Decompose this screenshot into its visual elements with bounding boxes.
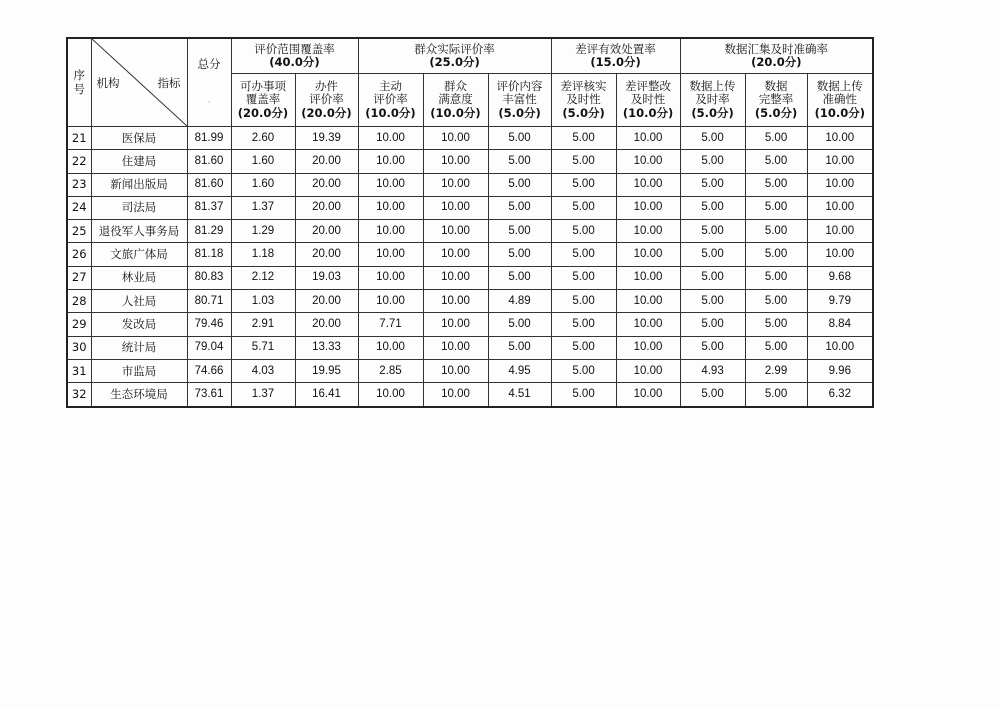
- score-cell: 20.00: [295, 220, 358, 243]
- score-cell: 19.39: [295, 127, 358, 150]
- table-row: [67, 383, 873, 407]
- score-cell: 10.00: [423, 150, 488, 173]
- score-cell: 1.37: [231, 196, 295, 219]
- subindicator-label: 满意度: [438, 92, 473, 107]
- score-cell: 10.00: [358, 173, 423, 196]
- score-cell: 5.00: [745, 220, 807, 243]
- subindicator-score: (10.0分): [814, 105, 865, 120]
- score-cell: 4.93: [680, 359, 745, 382]
- seq-cell: 29: [67, 313, 91, 336]
- score-cell: 6.32: [807, 383, 873, 407]
- score-cell: 9.96: [807, 359, 873, 382]
- org-cell: 生态环境局: [91, 383, 187, 407]
- score-cell: 7.71: [358, 313, 423, 336]
- seq-cell: 27: [67, 266, 91, 289]
- total-cell: 80.83: [187, 266, 231, 289]
- score-cell: 5.00: [551, 196, 616, 219]
- seq-cell: 32: [67, 383, 91, 407]
- subindicator-label: 群众: [444, 79, 467, 94]
- score-cell: 1.60: [231, 173, 295, 196]
- score-cell: 10.00: [423, 383, 488, 407]
- group-title: 差评有效处置率: [575, 41, 656, 56]
- subindicator-label: 丰富性: [502, 92, 537, 107]
- score-cell: 20.00: [295, 313, 358, 336]
- score-cell: 10.00: [807, 196, 873, 219]
- subindicator-label: 可办事项: [240, 79, 286, 94]
- score-cell: 5.00: [745, 313, 807, 336]
- score-cell: 4.51: [488, 383, 551, 407]
- score-cell: 10.00: [807, 173, 873, 196]
- score-cell: 5.00: [488, 266, 551, 289]
- table-row: [67, 290, 873, 313]
- seq-header-label: 序 号: [73, 68, 85, 96]
- org-cell: 文旅广体局: [91, 243, 187, 266]
- score-cell: 10.00: [616, 150, 680, 173]
- score-cell: 10.00: [616, 290, 680, 313]
- score-cell: 2.60: [231, 127, 295, 150]
- score-cell: 1.60: [231, 150, 295, 173]
- score-cell: 10.00: [616, 359, 680, 382]
- score-cell: 1.03: [231, 290, 295, 313]
- org-cell: 医保局: [91, 127, 187, 150]
- subindicator-score: (10.0分): [365, 105, 416, 120]
- total-cell: 79.04: [187, 336, 231, 359]
- score-cell: 5.00: [745, 243, 807, 266]
- subindicator-header: [488, 74, 551, 127]
- score-cell: 5.00: [745, 336, 807, 359]
- subindicator-score: (20.0分): [237, 105, 289, 120]
- subindicator-label: 数据上传: [689, 79, 736, 94]
- score-cell: 5.71: [231, 336, 295, 359]
- score-cell: 20.00: [295, 196, 358, 219]
- group-score: (20.0分): [751, 55, 802, 69]
- org-cell: 统计局: [91, 336, 187, 359]
- org-cell: 新闻出版局: [91, 173, 187, 196]
- score-cell: 10.00: [358, 220, 423, 243]
- total-cell: 73.61: [187, 383, 231, 407]
- score-cell: 5.00: [551, 243, 616, 266]
- score-cell: 5.00: [488, 196, 551, 219]
- subindicator-label: 覆盖率: [245, 92, 281, 107]
- score-cell: 5.00: [488, 127, 551, 150]
- score-cell: 10.00: [807, 150, 873, 173]
- score-cell: 5.00: [551, 150, 616, 173]
- table-row: [67, 127, 873, 150]
- score-cell: 10.00: [423, 336, 488, 359]
- score-cell: 5.00: [680, 127, 745, 150]
- subindicator-label: 评价率: [373, 92, 408, 107]
- score-cell: 2.91: [231, 313, 295, 336]
- seq-cell: 28: [67, 290, 91, 313]
- score-cell: 4.95: [488, 359, 551, 382]
- score-cell: 5.00: [488, 313, 551, 336]
- score-cell: 5.00: [488, 336, 551, 359]
- subindicator-header: [231, 74, 295, 127]
- org-cell: 市监局: [91, 359, 187, 382]
- org-cell: 发改局: [91, 313, 187, 336]
- total-header-label: 总分: [197, 57, 221, 72]
- score-cell: 10.00: [616, 266, 680, 289]
- score-cell: 19.03: [295, 266, 358, 289]
- score-cell: 10.00: [616, 336, 680, 359]
- score-cell: 10.00: [807, 336, 873, 359]
- score-cell: 20.00: [295, 150, 358, 173]
- score-cell: 5.00: [680, 150, 745, 173]
- score-cell: 10.00: [423, 220, 488, 243]
- seq-cell: 24: [67, 196, 91, 219]
- subindicator-score: (5.0分): [691, 105, 734, 120]
- subindicator-label: 差评整改: [625, 79, 672, 94]
- seq-cell: 31: [67, 359, 91, 382]
- score-cell: 10.00: [358, 243, 423, 266]
- seq-header: [67, 38, 91, 127]
- subindicator-label: 数据上传: [816, 79, 863, 94]
- score-cell: 5.00: [551, 336, 616, 359]
- score-cell: 5.00: [680, 336, 745, 359]
- org-cell: 林业局: [91, 266, 187, 289]
- subindicator-label: 主动: [379, 79, 402, 94]
- score-cell: 10.00: [423, 290, 488, 313]
- seq-cell: 23: [67, 173, 91, 196]
- subindicator-score: (5.0分): [562, 105, 605, 120]
- group-header-public-rating: [358, 38, 551, 74]
- subindicator-label: 完整率: [758, 92, 794, 107]
- score-cell: 10.00: [616, 383, 680, 407]
- score-cell: 5.00: [551, 173, 616, 196]
- subindicator-label: 评价内容: [496, 79, 543, 94]
- score-cell: 10.00: [616, 127, 680, 150]
- subindicator-score: (5.0分): [754, 105, 798, 120]
- group-header-negative-handling: [551, 38, 680, 74]
- score-cell: 4.03: [231, 359, 295, 382]
- org-header-label: 机构: [96, 76, 120, 90]
- score-cell: 10.00: [423, 196, 488, 219]
- group-header-coverage: [231, 38, 358, 74]
- table-body: [67, 127, 873, 407]
- score-cell: 10.00: [616, 313, 680, 336]
- score-cell: 5.00: [745, 383, 807, 407]
- score-cell: 10.00: [807, 220, 873, 243]
- score-cell: 10.00: [358, 266, 423, 289]
- score-cell: 10.00: [423, 243, 488, 266]
- score-cell: 5.00: [551, 313, 616, 336]
- org-cell: 司法局: [91, 196, 187, 219]
- score-cell: 10.00: [423, 173, 488, 196]
- header-row-groups: [67, 38, 873, 74]
- score-cell: 5.00: [680, 290, 745, 313]
- seq-cell: 25: [67, 220, 91, 243]
- seq-cell: 22: [67, 150, 91, 173]
- total-cell: 79.46: [187, 313, 231, 336]
- table-row: [67, 150, 873, 173]
- table-row: [67, 196, 873, 219]
- score-cell: 10.00: [807, 243, 873, 266]
- score-cell: 10.00: [423, 359, 488, 382]
- total-cell: 81.60: [187, 150, 231, 173]
- group-header-data-accuracy: [680, 38, 873, 74]
- score-cell: 5.00: [488, 150, 551, 173]
- total-cell: 74.66: [187, 359, 231, 382]
- table-row: [67, 336, 873, 359]
- score-cell: 10.00: [358, 336, 423, 359]
- total-cell: 81.29: [187, 220, 231, 243]
- indicator-header-label: 指标: [157, 76, 181, 90]
- subindicator-score: (10.0分): [430, 105, 481, 120]
- score-cell: 5.00: [488, 243, 551, 266]
- score-cell: 8.84: [807, 313, 873, 336]
- subindicator-header: [295, 74, 358, 127]
- score-cell: 5.00: [745, 290, 807, 313]
- score-cell: 10.00: [616, 243, 680, 266]
- score-cell: 9.79: [807, 290, 873, 313]
- subindicator-label: 及时率: [695, 92, 730, 107]
- total-cell: 81.18: [187, 243, 231, 266]
- score-cell: 20.00: [295, 243, 358, 266]
- seq-cell: 26: [67, 243, 91, 266]
- subindicator-header: [680, 74, 745, 127]
- subindicator-label: 评价率: [309, 92, 344, 107]
- score-cell: 2.99: [745, 359, 807, 382]
- score-cell: 10.00: [423, 266, 488, 289]
- subindicator-label: 准确性: [822, 92, 858, 107]
- subindicator-label: 及时性: [566, 92, 601, 107]
- score-cell: 1.37: [231, 383, 295, 407]
- score-cell: 5.00: [680, 220, 745, 243]
- score-cell: 10.00: [358, 196, 423, 219]
- score-cell: 5.00: [551, 220, 616, 243]
- score-cell: 13.33: [295, 336, 358, 359]
- total-cell: 81.37: [187, 196, 231, 219]
- group-score: (40.0分): [269, 55, 320, 69]
- score-cell: 10.00: [358, 383, 423, 407]
- score-cell: 5.00: [680, 266, 745, 289]
- score-cell: 16.41: [295, 383, 358, 407]
- group-title: 评价范围覆盖率: [254, 41, 335, 56]
- score-cell: 5.00: [745, 127, 807, 150]
- table-header: [67, 38, 873, 127]
- subindicator-header: [358, 74, 423, 127]
- evaluation-score-table: [66, 37, 874, 408]
- score-cell: 19.95: [295, 359, 358, 382]
- subindicator-header: [745, 74, 807, 127]
- score-cell: 20.00: [295, 290, 358, 313]
- subindicator-score: (20.0分): [301, 105, 352, 120]
- subindicator-label: 办件: [315, 79, 338, 94]
- score-cell: 10.00: [358, 150, 423, 173]
- score-cell: 5.00: [680, 383, 745, 407]
- table-row: [67, 220, 873, 243]
- group-title: 数据汇集及时准确率: [724, 41, 829, 56]
- seq-cell: 21: [67, 127, 91, 150]
- score-cell: 5.00: [680, 243, 745, 266]
- score-cell: 10.00: [358, 127, 423, 150]
- score-cell: 5.00: [551, 290, 616, 313]
- score-cell: 10.00: [616, 196, 680, 219]
- score-cell: 5.00: [745, 150, 807, 173]
- score-cell: 2.12: [231, 266, 295, 289]
- total-cell: 81.60: [187, 173, 231, 196]
- subindicator-score: (10.0分): [622, 105, 674, 120]
- score-cell: 10.00: [807, 127, 873, 150]
- score-cell: 2.85: [358, 359, 423, 382]
- score-cell: 10.00: [358, 290, 423, 313]
- score-cell: 5.00: [680, 196, 745, 219]
- score-cell: 5.00: [551, 127, 616, 150]
- subindicator-header: [423, 74, 488, 127]
- group-score: (25.0分): [429, 55, 480, 69]
- group-title: 群众实际评价率: [414, 41, 495, 56]
- org-indicator-header: [91, 38, 187, 127]
- score-cell: 10.00: [616, 220, 680, 243]
- total-header-mark: ·: [207, 97, 211, 107]
- table-row: [67, 359, 873, 382]
- score-cell: 5.00: [745, 196, 807, 219]
- subindicator-header: [807, 74, 873, 127]
- seq-cell: 30: [67, 336, 91, 359]
- group-score: (15.0分): [590, 55, 641, 69]
- subindicator-header: [616, 74, 680, 127]
- score-cell: 10.00: [423, 313, 488, 336]
- score-cell: 10.00: [423, 127, 488, 150]
- score-cell: 1.18: [231, 243, 295, 266]
- score-cell: 5.00: [680, 313, 745, 336]
- score-cell: 5.00: [745, 173, 807, 196]
- total-cell: 80.71: [187, 290, 231, 313]
- table-row: [67, 266, 873, 289]
- score-cell: 9.68: [807, 266, 873, 289]
- score-cell: 10.00: [616, 173, 680, 196]
- org-cell: 退役军人事务局: [91, 220, 187, 243]
- score-cell: 5.00: [745, 266, 807, 289]
- score-cell: 20.00: [295, 173, 358, 196]
- total-header: [187, 38, 231, 127]
- score-cell: 5.00: [488, 173, 551, 196]
- subindicator-header: [551, 74, 616, 127]
- table-row: [67, 313, 873, 336]
- subindicator-label: 差评核实: [560, 79, 607, 94]
- subindicator-label: 及时性: [630, 92, 666, 107]
- table-row: [67, 173, 873, 196]
- score-cell: 1.29: [231, 220, 295, 243]
- score-cell: 5.00: [551, 359, 616, 382]
- table-row: [67, 243, 873, 266]
- score-cell: 5.00: [551, 383, 616, 407]
- score-cell: 5.00: [488, 220, 551, 243]
- total-cell: 81.99: [187, 127, 231, 150]
- score-cell: 5.00: [680, 173, 745, 196]
- org-cell: 人社局: [91, 290, 187, 313]
- subindicator-label: 数据: [764, 79, 788, 94]
- score-cell: 4.89: [488, 290, 551, 313]
- org-cell: 住建局: [91, 150, 187, 173]
- score-cell: 5.00: [551, 266, 616, 289]
- subindicator-score: (5.0分): [498, 105, 541, 120]
